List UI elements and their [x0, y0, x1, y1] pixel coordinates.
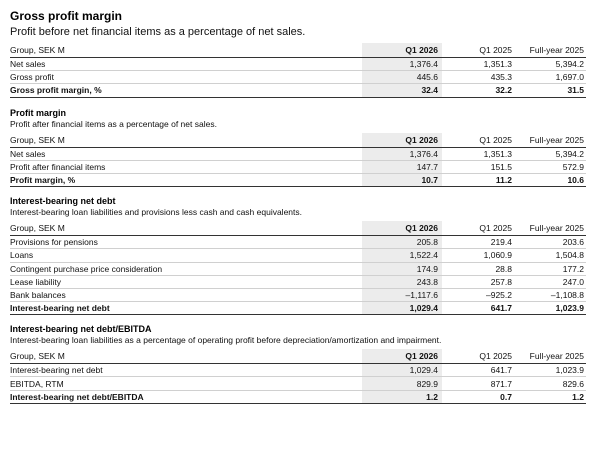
column-header-label: Group, SEK M — [10, 221, 362, 236]
section-profit-margin — [10, 108, 586, 188]
cell-q1-2026: 1,029.4 — [362, 302, 442, 315]
section-title: Interest-bearing net debt — [10, 196, 116, 207]
row-label: Interest-bearing net debt — [10, 364, 362, 377]
row-label: Loans — [10, 249, 362, 262]
column-header-label: Group, SEK M — [10, 349, 362, 364]
cell-fy-2025: –1,108.8 — [514, 288, 586, 301]
cell-fy-2025: 247.0 — [514, 275, 586, 288]
cell-q1-2025: 871.7 — [442, 377, 514, 390]
column-header-fy-2025: Full-year 2025 — [514, 349, 586, 364]
cell-q1-2026: 1,376.4 — [362, 58, 442, 71]
row-label: Bank balances — [10, 288, 362, 301]
table-row — [10, 275, 586, 288]
interest-bearing-net-debt-table — [10, 221, 586, 315]
cell-q1-2025: 28.8 — [442, 262, 514, 275]
column-header-q1-2026: Q1 2026 — [362, 133, 442, 148]
cell-q1-2026: 829.9 — [362, 377, 442, 390]
cell-q1-2026: 1,376.4 — [362, 147, 442, 160]
cell-q1-2026: 1,029.4 — [362, 364, 442, 377]
cell-q1-2025: 1,351.3 — [442, 58, 514, 71]
section-subtitle: Interest-bearing loan liabilities as a percentage of operating profit before depreciation/amortization and impairment. — [10, 335, 442, 346]
row-label: Gross profit — [10, 71, 362, 84]
section-interest-bearing-net-debt — [10, 196, 586, 315]
cell-q1-2026: 1.2 — [362, 390, 442, 403]
row-label: EBITDA, RTM — [10, 377, 362, 390]
column-header-q1-2025: Q1 2025 — [442, 221, 514, 236]
table-total-row — [10, 173, 586, 186]
cell-fy-2025: 1.2 — [514, 390, 586, 403]
column-header-fy-2025: Full-year 2025 — [514, 133, 586, 148]
cell-q1-2025: 11.2 — [442, 173, 514, 186]
column-header-label: Group, SEK M — [10, 133, 362, 148]
cell-q1-2025: 1,351.3 — [442, 147, 514, 160]
row-label: Interest-bearing net debt — [10, 302, 362, 315]
cell-q1-2025: 1,060.9 — [442, 249, 514, 262]
column-header-fy-2025: Full-year 2025 — [514, 221, 586, 236]
cell-q1-2025: 641.7 — [442, 302, 514, 315]
cell-fy-2025: 5,394.2 — [514, 147, 586, 160]
section-gross-profit-margin — [10, 9, 586, 98]
net-debt-ebitda-table — [10, 349, 586, 404]
table-header-row — [10, 133, 586, 148]
table-row — [10, 236, 586, 249]
table-total-row — [10, 302, 586, 315]
column-header-fy-2025: Full-year 2025 — [514, 43, 586, 58]
cell-q1-2026: 174.9 — [362, 262, 442, 275]
cell-q1-2025: 641.7 — [442, 364, 514, 377]
table-row — [10, 249, 586, 262]
column-header-q1-2025: Q1 2025 — [442, 43, 514, 58]
cell-fy-2025: 1,023.9 — [514, 302, 586, 315]
cell-fy-2025: 177.2 — [514, 262, 586, 275]
table-row — [10, 147, 586, 160]
table-header-row — [10, 43, 586, 58]
column-header-q1-2026: Q1 2026 — [362, 349, 442, 364]
column-header-q1-2025: Q1 2025 — [442, 133, 514, 148]
section-title: Interest-bearing net debt/EBITDA — [10, 324, 152, 335]
table-row — [10, 288, 586, 301]
cell-q1-2026: 243.8 — [362, 275, 442, 288]
table-row — [10, 58, 586, 71]
table-row — [10, 364, 586, 377]
cell-q1-2025: 435.3 — [442, 71, 514, 84]
section-title: Gross profit margin — [10, 9, 123, 23]
cell-q1-2026: 147.7 — [362, 160, 442, 173]
cell-fy-2025: 572.9 — [514, 160, 586, 173]
section-subtitle: Interest-bearing loan liabilities and provisions less cash and cash equivalents. — [10, 207, 303, 218]
section-subtitle: Profit before net financial items as a percentage of net sales. — [10, 26, 306, 38]
table-total-row — [10, 390, 586, 403]
cell-q1-2026: 32.4 — [362, 84, 442, 97]
cell-q1-2025: 0.7 — [442, 390, 514, 403]
section-title: Profit margin — [10, 107, 67, 118]
cell-q1-2026: 205.8 — [362, 236, 442, 249]
cell-fy-2025: 10.6 — [514, 173, 586, 186]
column-header-q1-2026: Q1 2026 — [362, 43, 442, 58]
profit-margin-table — [10, 133, 586, 188]
row-label: Gross profit margin, % — [10, 84, 362, 97]
cell-fy-2025: 1,023.9 — [514, 364, 586, 377]
row-label: Provisions for pensions — [10, 236, 362, 249]
cell-q1-2026: 445.6 — [362, 71, 442, 84]
cell-fy-2025: 1,504.8 — [514, 249, 586, 262]
column-header-q1-2026: Q1 2026 — [362, 221, 442, 236]
cell-q1-2026: –1,117.6 — [362, 288, 442, 301]
cell-fy-2025: 829.6 — [514, 377, 586, 390]
table-total-row — [10, 84, 586, 97]
cell-q1-2026: 1,522.4 — [362, 249, 442, 262]
table-row — [10, 160, 586, 173]
table-header-row — [10, 221, 586, 236]
row-label: Lease liability — [10, 275, 362, 288]
cell-fy-2025: 1,697.0 — [514, 71, 586, 84]
cell-fy-2025: 31.5 — [514, 84, 586, 97]
section-subtitle: Profit after financial items as a percentage of net sales. — [10, 118, 217, 129]
row-label: Contingent purchase price consideration — [10, 262, 362, 275]
gross-profit-margin-table — [10, 43, 586, 98]
cell-q1-2025: 151.5 — [442, 160, 514, 173]
table-row — [10, 377, 586, 390]
column-header-label: Group, SEK M — [10, 43, 362, 58]
cell-q1-2026: 10.7 — [362, 173, 442, 186]
cell-q1-2025: 32.2 — [442, 84, 514, 97]
table-row — [10, 71, 586, 84]
row-label: Net sales — [10, 58, 362, 71]
cell-q1-2025: –925.2 — [442, 288, 514, 301]
row-label: Interest-bearing net debt/EBITDA — [10, 390, 362, 403]
cell-fy-2025: 203.6 — [514, 236, 586, 249]
table-header-row — [10, 349, 586, 364]
row-label: Net sales — [10, 147, 362, 160]
row-label: Profit margin, % — [10, 173, 362, 186]
cell-q1-2025: 219.4 — [442, 236, 514, 249]
table-row — [10, 262, 586, 275]
cell-q1-2025: 257.8 — [442, 275, 514, 288]
cell-fy-2025: 5,394.2 — [514, 58, 586, 71]
section-net-debt-ebitda — [10, 324, 586, 404]
row-label: Profit after financial items — [10, 160, 362, 173]
column-header-q1-2025: Q1 2025 — [442, 349, 514, 364]
